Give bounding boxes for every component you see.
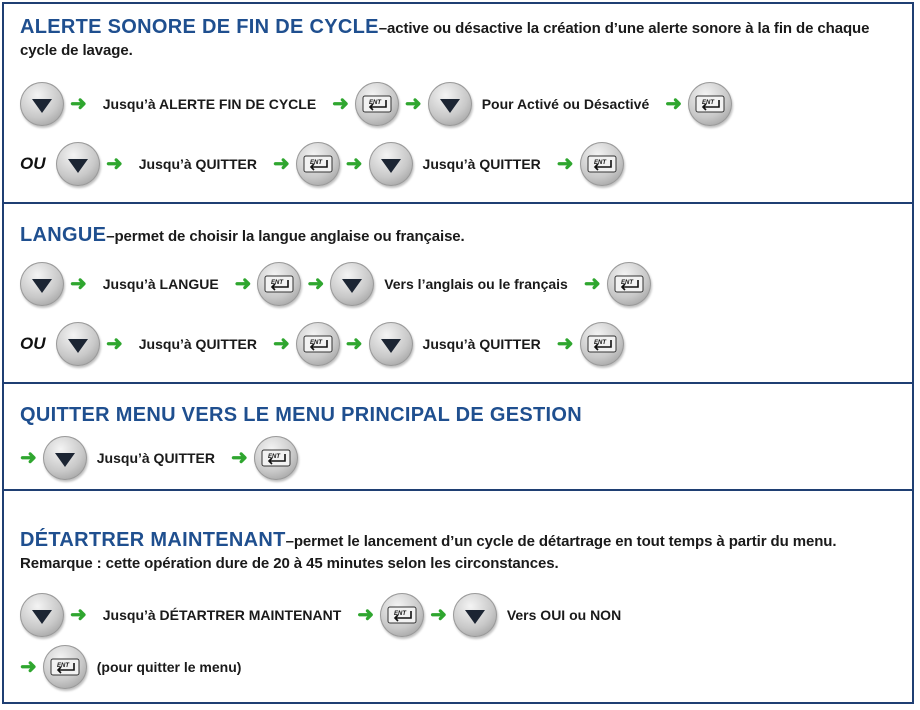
enter-button-icon bbox=[43, 645, 87, 689]
green-arrow-icon: ➜ bbox=[273, 153, 290, 175]
green-arrow-icon: ➜ bbox=[307, 273, 325, 295]
section-description: –active ou désactive la création d’une alerte sonore à la fin de chaque cycle de lavage. bbox=[20, 20, 870, 59]
down-arrow-button-icon bbox=[369, 142, 413, 186]
green-arrow-icon: ➜ bbox=[345, 333, 363, 355]
enter-button-icon bbox=[688, 82, 732, 126]
green-arrow-icon: ➜ bbox=[556, 333, 574, 355]
down-arrow-button-icon bbox=[20, 82, 64, 126]
section-title: ALERTE SONORE DE FIN DE CYCLE bbox=[20, 16, 379, 38]
step-label: Vers OUI ou NON bbox=[506, 607, 622, 623]
enter-button-icon bbox=[254, 436, 298, 480]
green-arrow-icon: ➜ bbox=[556, 153, 574, 175]
enter-button-icon bbox=[607, 262, 651, 306]
green-arrow-icon: ➜ bbox=[70, 93, 87, 115]
green-arrow-icon: ➜ bbox=[106, 153, 123, 175]
step-label: Jusqu’à QUITTER bbox=[138, 336, 257, 352]
svg-text:ENT: ENT bbox=[620, 280, 633, 286]
section-quitter-menu bbox=[4, 384, 912, 491]
enter-button-icon bbox=[257, 262, 301, 306]
green-arrow-icon: ➜ bbox=[273, 333, 290, 355]
svg-text:ENT: ENT bbox=[271, 280, 284, 286]
enter-button-icon bbox=[580, 322, 624, 366]
section-heading bbox=[20, 224, 896, 248]
svg-text:ENT: ENT bbox=[702, 100, 714, 106]
svg-text:ENT: ENT bbox=[56, 663, 69, 669]
down-arrow-button-icon bbox=[428, 82, 472, 126]
steps-row-alternative bbox=[20, 320, 624, 368]
down-arrow-button-icon bbox=[369, 322, 413, 366]
steps-row bbox=[20, 80, 732, 128]
section-title: LANGUE bbox=[20, 224, 107, 246]
svg-text:ENT: ENT bbox=[309, 160, 322, 166]
green-arrow-icon: ➜ bbox=[665, 93, 682, 115]
down-arrow-button-icon bbox=[20, 593, 64, 637]
green-arrow-icon: ➜ bbox=[357, 604, 375, 626]
down-arrow-button-icon bbox=[330, 262, 374, 306]
green-arrow-icon: ➜ bbox=[70, 604, 87, 626]
section-langue bbox=[4, 204, 912, 384]
enter-button-icon bbox=[296, 322, 340, 366]
steps-row bbox=[20, 260, 651, 308]
steps-row bbox=[20, 434, 298, 482]
green-arrow-icon: ➜ bbox=[404, 93, 422, 115]
step-label: Jusqu’à QUITTER bbox=[96, 450, 215, 466]
step-label: Jusqu’à QUITTER bbox=[422, 336, 541, 352]
green-arrow-icon: ➜ bbox=[20, 447, 37, 469]
down-arrow-button-icon bbox=[43, 436, 87, 480]
down-arrow-button-icon bbox=[20, 262, 64, 306]
green-arrow-icon: ➜ bbox=[332, 93, 349, 115]
or-label: OU bbox=[20, 154, 46, 173]
enter-button-icon bbox=[380, 593, 424, 637]
step-label: Jusqu’à DÉTARTRER MAINTENANT bbox=[102, 607, 342, 623]
down-arrow-button-icon bbox=[56, 142, 100, 186]
enter-button-icon bbox=[580, 142, 624, 186]
green-arrow-icon: ➜ bbox=[234, 273, 252, 295]
step-label: (pour quitter le menu) bbox=[96, 659, 242, 675]
svg-text:ENT: ENT bbox=[267, 454, 280, 460]
section-heading bbox=[20, 529, 896, 575]
section-alerte-sonore bbox=[4, 4, 912, 204]
step-label: Pour Activé ou Désactivé bbox=[481, 96, 650, 112]
down-arrow-button-icon bbox=[453, 593, 497, 637]
section-description: –permet le lancement d’un cycle de détartrage en tout temps à partir du menu. Remarque : cette opération dure de 20 à 45 minutes selon les circonstances. bbox=[20, 533, 837, 572]
svg-text:ENT: ENT bbox=[593, 160, 606, 166]
step-label: Vers l’anglais ou le français bbox=[384, 276, 568, 292]
green-arrow-icon: ➜ bbox=[583, 273, 601, 295]
steps-row bbox=[20, 591, 631, 639]
instruction-panel bbox=[2, 2, 914, 704]
svg-text:ENT: ENT bbox=[309, 340, 322, 346]
svg-text:ENT: ENT bbox=[394, 611, 407, 617]
steps-row-alternative bbox=[20, 140, 624, 188]
section-description: –permet de choisir la langue anglaise ou française. bbox=[106, 228, 465, 245]
step-label: Jusqu’à QUITTER bbox=[138, 156, 257, 172]
enter-button-icon bbox=[296, 142, 340, 186]
steps-row-exit bbox=[20, 643, 251, 691]
green-arrow-icon: ➜ bbox=[20, 656, 37, 678]
green-arrow-icon: ➜ bbox=[345, 153, 363, 175]
section-title: QUITTER MENU VERS LE MENU PRINCIPAL DE GESTION bbox=[20, 404, 582, 426]
green-arrow-icon: ➜ bbox=[70, 273, 87, 295]
svg-text:ENT: ENT bbox=[368, 100, 381, 106]
step-label: Jusqu’à LANGUE bbox=[102, 276, 219, 292]
down-arrow-button-icon bbox=[56, 322, 100, 366]
enter-button-icon bbox=[355, 82, 399, 126]
section-detartrer bbox=[4, 491, 912, 706]
green-arrow-icon: ➜ bbox=[106, 333, 123, 355]
green-arrow-icon: ➜ bbox=[430, 604, 447, 626]
step-label: Jusqu’à QUITTER bbox=[422, 156, 541, 172]
step-label: Jusqu’à ALERTE FIN DE CYCLE bbox=[102, 96, 317, 112]
section-heading bbox=[20, 404, 896, 428]
or-label: OU bbox=[20, 334, 46, 353]
svg-text:ENT: ENT bbox=[593, 340, 606, 346]
section-heading bbox=[20, 16, 896, 62]
green-arrow-icon: ➜ bbox=[231, 447, 248, 469]
section-title: DÉTARTRER MAINTENANT bbox=[20, 529, 286, 551]
